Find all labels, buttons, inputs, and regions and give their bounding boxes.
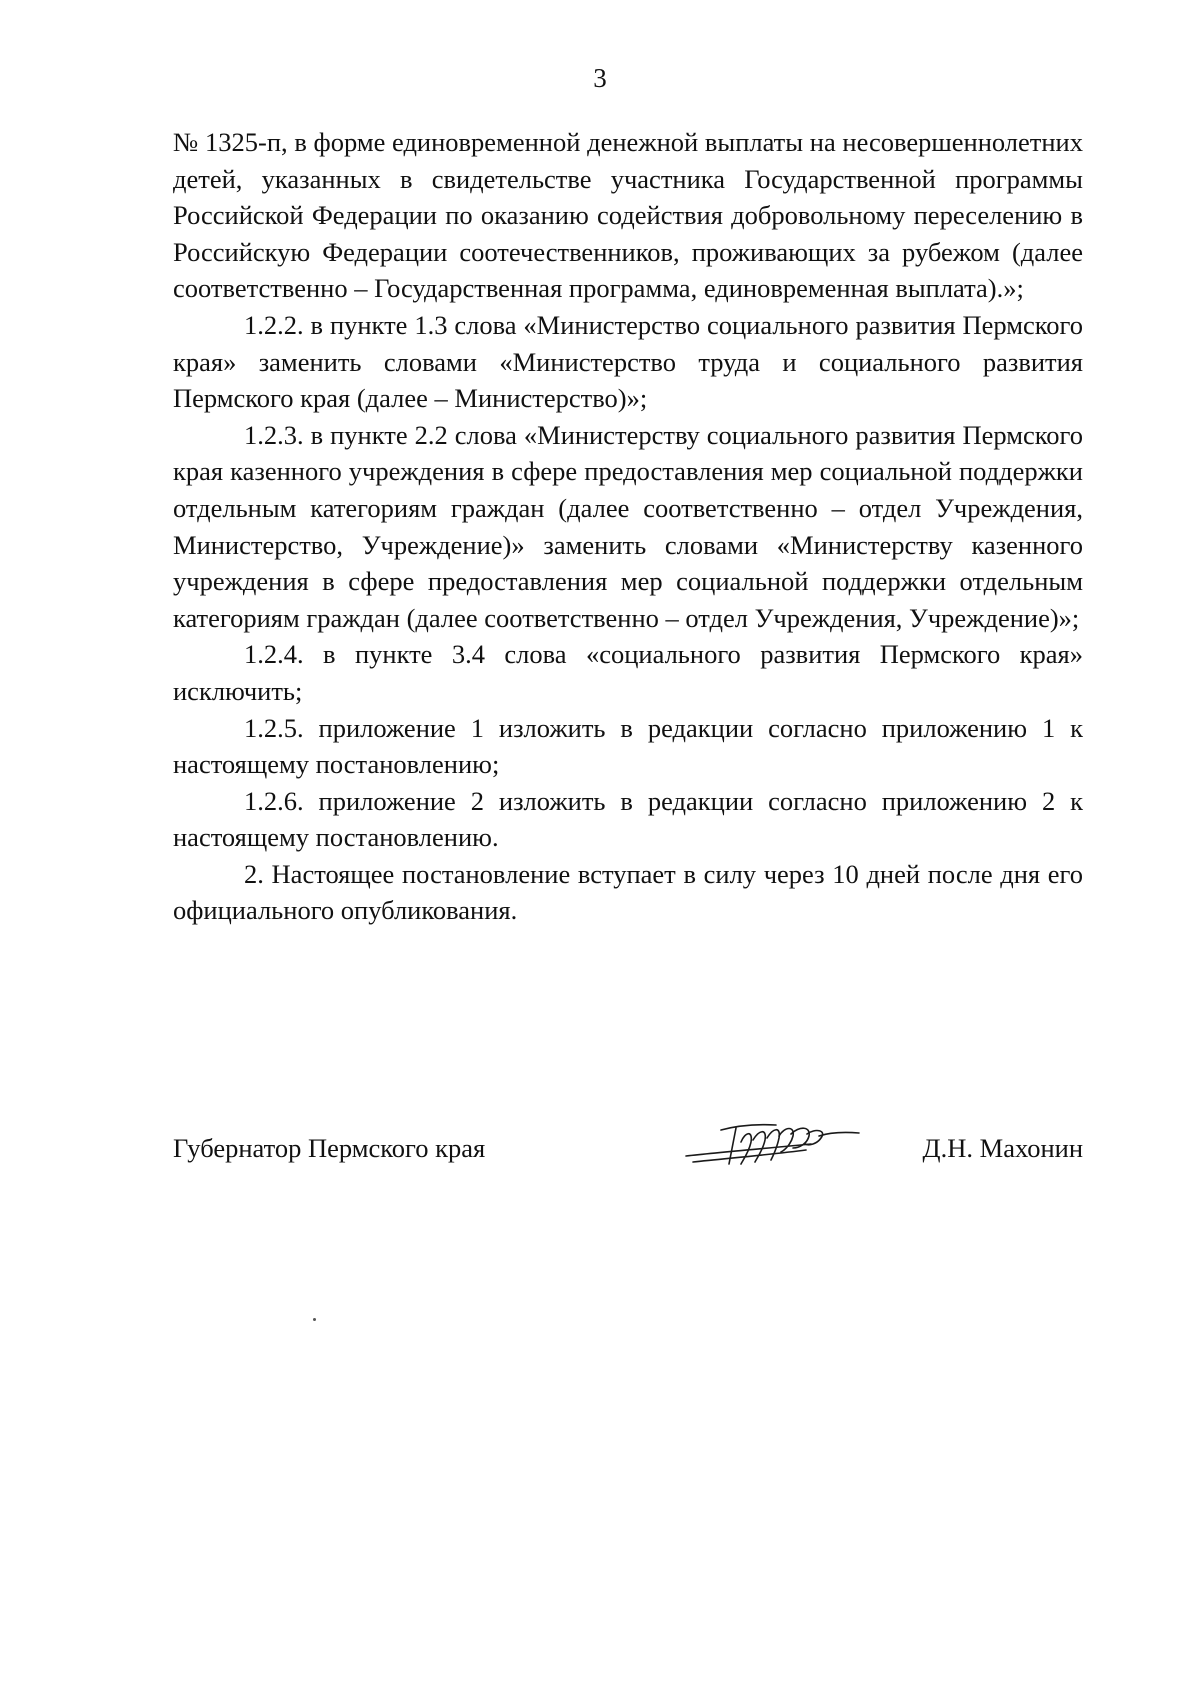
paragraph-1-2-4: 1.2.4. в пункте 3.4 слова «социального развития Пермского края» исключить;	[173, 639, 1083, 706]
signatory-name: Д.Н. Махонин	[922, 1133, 1083, 1163]
paragraph-2: 2. Настоящее постановление вступает в силу через 10 дней после дня его официального опубликования.	[173, 858, 1083, 926]
signatory-position: Губернатор Пермского края	[173, 1133, 486, 1163]
document-body	[173, 124, 1083, 929]
paragraph-1-2-3: 1.2.3. в пункте 2.2 слова «Министерству социального развития Пермского края казенного учреждения в сфере предоставления мер социальной поддержки отдельным категориям граждан (далее соответственно – отдел Учреждения, Министерство, Учреждение)» заменить словами «Министерству казенного учреждения в сфере предоставления мер социальной поддержки отдельным категориям граждан (далее соответственно – отдел Учреждения, Учреждение)»;	[173, 419, 1083, 633]
scan-speck	[313, 1318, 316, 1321]
paragraph-1-2-2: 1.2.2. в пункте 1.3 слова «Министерство социального развития Пермского края» заменить словами «Министерство труда и социального развития Пермского края (далее – Министерство)»;	[173, 309, 1083, 414]
handwritten-signature-icon	[681, 1112, 871, 1172]
signature-block	[173, 1124, 1083, 1184]
paragraph-1-2-5: 1.2.5. приложение 1 изложить в редакции согласно приложению 1 к настоящему постановлению;	[173, 712, 1083, 780]
paragraph-1-2-6: 1.2.6. приложение 2 изложить в редакции согласно приложению 2 к настоящему постановлению.	[173, 785, 1083, 853]
paragraph-continuation: № 1325-п, в форме единовременной денежной выплаты на несовершеннолетних детей, указанных в свидетельстве участника Государственной программы Российской Федерации по оказанию содействия добровольному переселению в Российскую Федерации соотечественников, проживающих за рубежом (далее соответственно – Государственная программа, единовременная выплата).»;	[173, 127, 1083, 304]
page-number: 3	[593, 63, 607, 93]
